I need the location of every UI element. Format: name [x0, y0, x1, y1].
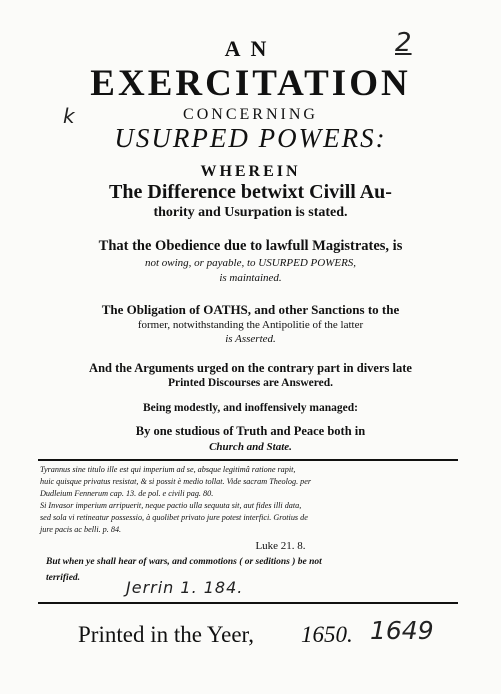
obligation-line-1: The Obligation of OATHS, and other Sanctions to the	[101, 302, 400, 317]
arguments-line-1: And the Arguments urged on the contrary part in divers late	[89, 361, 412, 375]
difference-line-1: The Difference betwixt Civill Au-	[109, 181, 392, 203]
quote-line-4: Si Invasor imperium arripuerit, neque pactio ulla sequuta sit, aut fides illi data,	[40, 501, 302, 510]
quote-line-6: jure pacis ac belli. p. 84.	[40, 525, 122, 534]
imprint-text: Printed in the Yeer,	[78, 622, 255, 647]
obligation-line-2: former, notwithstanding the Antipolitie of the latter	[137, 319, 364, 331]
quote-line-3: Dudleium Fennerum cap. 13. de pol. e civili pag. 80.	[40, 489, 214, 498]
difference-line-2: thority and Usurpation is stated.	[153, 205, 348, 220]
rule-top	[38, 459, 458, 461]
modestly-line: Being modestly, and inoffensively managed:	[142, 402, 358, 414]
quote-line-5: sed sola vi retineatur possessio, à quolibet privato jure potest interfici. Grotius de	[40, 513, 308, 522]
scripture-line-1: But when ye shall hear of wars, and commotions ( or seditions ) be not	[46, 557, 322, 567]
title-usurped-powers: USURPED POWERS:	[114, 123, 387, 153]
handwritten-page-number: 2	[395, 28, 412, 58]
arguments-line-2: Printed Discourses are Answered.	[167, 377, 334, 389]
obedience-line-2: not owing, or payable, to USURPED POWERS,	[144, 257, 357, 269]
title-an: AN	[224, 36, 277, 61]
title-concerning: CONCERNING	[183, 106, 318, 123]
quote-line-1: Tyrannus sine titulo ille est qui imperium ad se, absque legitimâ ratione rapit,	[40, 465, 296, 474]
obligation-line-3: is Asserted.	[225, 333, 276, 345]
imprint-year-print: 1650.	[301, 622, 353, 647]
title-main: EXERCITATION	[90, 63, 411, 104]
rule-bottom	[38, 602, 458, 604]
studious-line-1: By one studious of Truth and Peace both in	[135, 424, 366, 438]
imprint-year-handwritten: 1649	[370, 616, 434, 645]
wherein-heading: WHEREIN	[200, 163, 301, 180]
quote-line-2: huic quisque privatus resistat, & si possit è medio tollat. Vide sacram Theolog. per	[40, 477, 312, 486]
studious-line-2: Church and State.	[209, 441, 292, 453]
scripture-line-2: terrified.	[46, 573, 81, 583]
handwritten-annotation: Jerrin 1. 184.	[126, 578, 244, 597]
scripture-reference: Luke 21. 8.	[255, 540, 306, 552]
handwritten-corner-mark: k	[63, 104, 75, 128]
obedience-line-3: is maintained.	[219, 272, 282, 284]
obedience-line-1: That the Obedience due to lawfull Magistrates, is	[98, 238, 403, 254]
